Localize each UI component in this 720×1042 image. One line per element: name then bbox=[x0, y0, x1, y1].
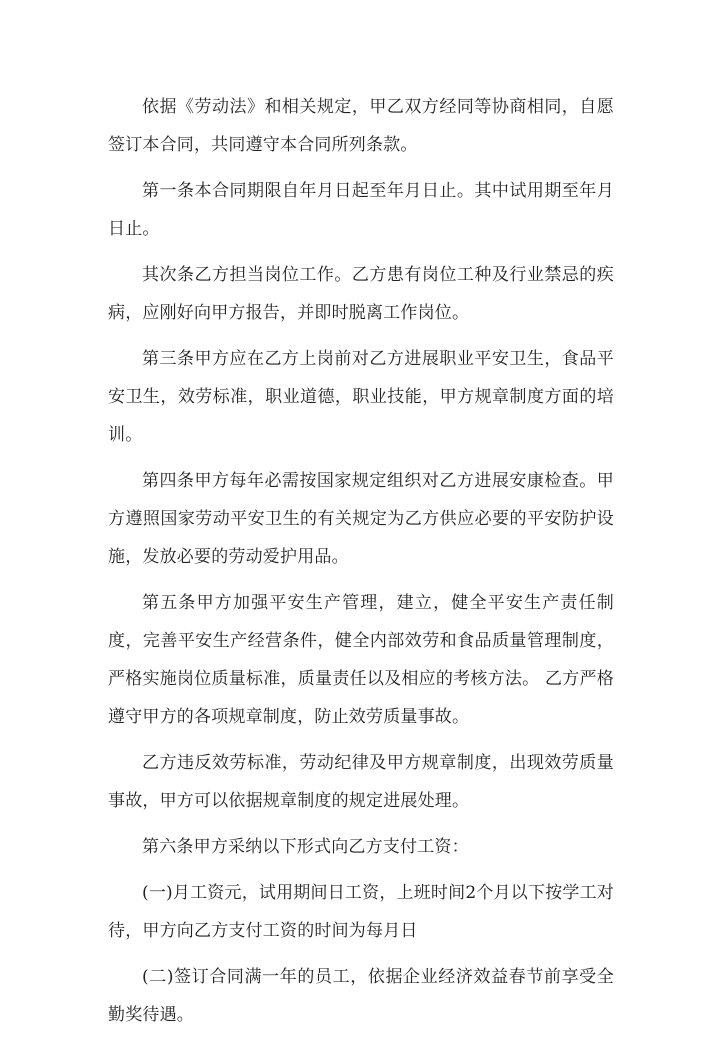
paragraph-article-3: 第三条甲方应在乙方上岗前对乙方进展职业平安卫生，食品平安卫生，效劳标准，职业道德，职业技能，甲方规章制度方面的培训。 bbox=[108, 349, 614, 445]
paragraph-article-6: 第六条甲方采纳以下形式向乙方支付工资： bbox=[142, 837, 469, 857]
paragraph-article-5: 第五条甲方加强平安生产管理，建立，健全平安生产责任制度，完善平安生产经营条件，健全内部效劳和食品质量管理制度，严格实施岗位质量标准，质量责任以及相应的考核方法。 乙方严格遵守甲方的各项规章制度，防止效劳质量事故。 bbox=[108, 593, 614, 727]
paragraph-article-1: 第一条本合同期限自年月日起至年月日止。其中试用期至年月日止。 bbox=[108, 181, 614, 239]
contract-body bbox=[108, 88, 614, 1042]
paragraph-article-2: 其次条乙方担当岗位工作。乙方患有岗位工种及行业禁忌的疾病，应刚好向甲方报告，并即时脱离工作岗位。 bbox=[108, 265, 614, 323]
paragraph-article-5-violation: 乙方违反效劳标准，劳动纪律及甲方规章制度，出现效劳质量事故，甲方可以依据规章制度的规定进展处理。 bbox=[108, 753, 614, 811]
paragraph-preamble: 依据《劳动法》和相关规定，甲乙双方经同等协商相同，自愿签订本合同，共同遵守本合同所列条款。 bbox=[108, 97, 614, 155]
paragraph-article-6-item-1: (一)月工资元，试用期间日工资，上班时间2个月以下按学工对待，甲方向乙方支付工资的时间为每月日 bbox=[108, 883, 614, 941]
paragraph-article-4: 第四条甲方每年必需按国家规定组织对乙方进展安康检查。甲方遵照国家劳动平安卫生的有关规定为乙方供应必要的平安防护设施，发放必要的劳动爱护用品。 bbox=[108, 471, 614, 567]
paragraph-article-6-item-2: (二)签订合同满一年的员工，依据企业经济效益春节前享受全勤奖待遇。 bbox=[108, 967, 614, 1025]
